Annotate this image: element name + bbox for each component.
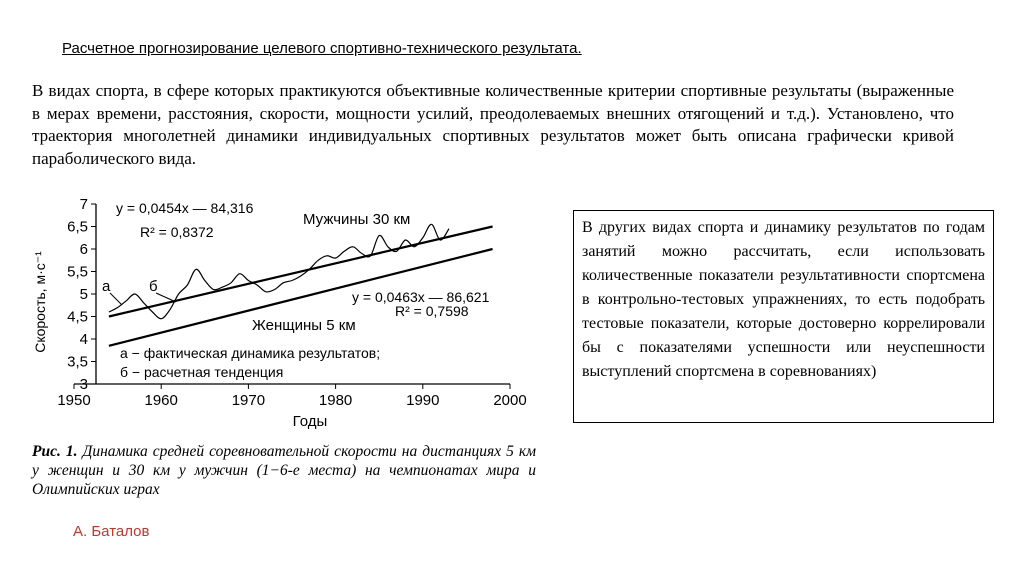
- y-tick-label: 6,5: [67, 218, 88, 236]
- x-tick-label: 1960: [144, 392, 178, 409]
- slide-title: Расчетное прогнозирование целевого спортивно-технического результата.: [62, 40, 582, 57]
- y-tick-label: 4,5: [67, 308, 88, 326]
- women-r2: R² = 0,7598: [395, 303, 469, 319]
- men-equation: y = 0,0454x — 84,316: [116, 200, 254, 216]
- figure-caption: [32, 442, 536, 499]
- caption-text: Динамика средней соревновательной скорости на дистанциях 5 км у женщин и 30 км у мужчин (1−6-е места) на чемпионатах мира и Олимпийских играх: [32, 443, 537, 498]
- legend-b: б − расчетная тенденция: [120, 364, 284, 380]
- y-tick-label: 5,5: [67, 263, 88, 281]
- author-name: А. Баталов: [73, 523, 150, 540]
- y-tick-label: 7: [79, 196, 88, 213]
- intro-paragraph: В видах спорта, в сфере которых практикуются объективные количественные критерии спортивные результаты (выраженные в мерах времени, расстояния, скорости, мощности усилий, преодолеваемых внешних отягощений и т.д.). Установлено, что траектория многолетней динамики индивидуальных спортивных результатов может быть описана графически кривой параболического вида.: [32, 81, 954, 168]
- y-axis-label: Скорость, м·с⁻¹: [32, 251, 48, 353]
- men-series-label: Мужчины 30 км: [303, 211, 411, 228]
- y-tick-label: 4: [79, 331, 88, 348]
- label-b: б: [149, 278, 158, 295]
- x-tick-label: 1990: [406, 392, 440, 409]
- pointer-b: [156, 293, 176, 302]
- caption-prefix: Рис. 1.: [32, 443, 78, 460]
- x-tick-label: 1970: [231, 392, 266, 409]
- x-tick-label: 2000: [493, 392, 527, 409]
- women-equation: y = 0,0463x — 86,621: [352, 289, 490, 305]
- x-axis-label: Годы: [292, 413, 328, 430]
- x-tick-label: 1950: [57, 392, 91, 409]
- label-a: а: [102, 278, 111, 295]
- note-box: В других видах спорта и динамику результатов по годам занятий можно рассчитать, если использовать количественные показатели результативности спортсмена в контрольно-тестовых упражнениях, то есть подобрать тестовые показатели, которые достоверно коррелировали бы с показателями успешности или неуспешности выступлений спортсмена в соревнованиях): [573, 210, 994, 423]
- speed-chart: [20, 192, 540, 438]
- pointer-a: [110, 293, 122, 305]
- women-series-label: Женщины 5 км: [252, 317, 356, 334]
- legend-a: а − фактическая динамика результатов;: [120, 345, 381, 361]
- x-tick-label: 1980: [318, 392, 353, 409]
- men-r2: R² = 0,8372: [140, 224, 214, 240]
- y-tick-label: 3,5: [67, 353, 88, 371]
- y-tick-label: 6: [79, 241, 88, 258]
- y-tick-label: 5: [79, 286, 88, 303]
- y-tick-label: 3: [79, 376, 88, 393]
